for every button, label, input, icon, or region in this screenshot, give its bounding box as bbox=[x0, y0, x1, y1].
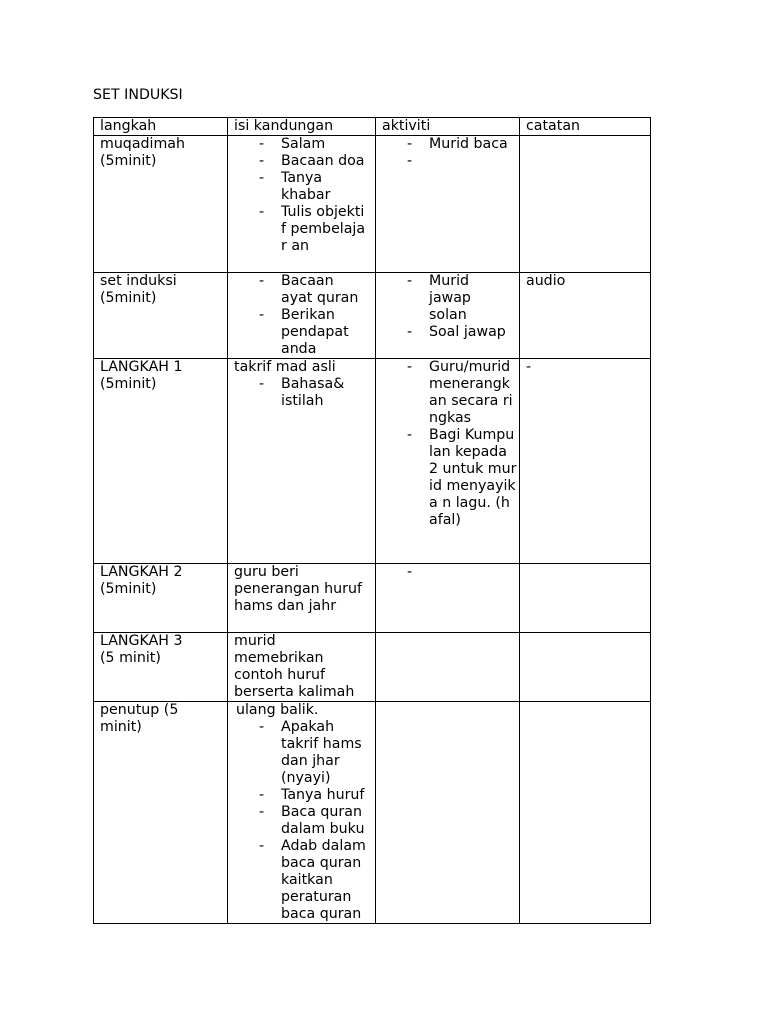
aktiviti-list bbox=[382, 273, 519, 341]
table-row bbox=[94, 359, 651, 564]
langkah-cell bbox=[94, 273, 228, 359]
list-item: - Baca quran dalam buku bbox=[234, 804, 373, 838]
isi-list bbox=[234, 273, 375, 358]
isi-cell bbox=[228, 564, 376, 633]
langkah-name: set induksi bbox=[100, 273, 177, 289]
table-row bbox=[94, 564, 651, 633]
langkah-duration: (5minit) bbox=[100, 153, 157, 169]
langkah-duration: (5 minit) bbox=[100, 650, 161, 666]
list-item: - Soal jawap bbox=[382, 324, 519, 341]
list-item bbox=[382, 564, 519, 581]
aktiviti-cell bbox=[376, 273, 520, 359]
header-catatan: catatan bbox=[520, 118, 651, 136]
isi-cell bbox=[228, 136, 376, 273]
aktiviti-cell bbox=[376, 702, 520, 924]
table-row bbox=[94, 136, 651, 273]
isi-intro: guru beri penerangan huruf hams dan jahr bbox=[234, 564, 362, 614]
list-item: - Bacaan ayat quran bbox=[234, 273, 367, 307]
header-isi-kandungan: isi kandungan bbox=[228, 118, 376, 136]
aktiviti-list bbox=[382, 564, 519, 581]
isi-list bbox=[234, 136, 375, 255]
isi-cell bbox=[228, 273, 376, 359]
aktiviti-cell bbox=[376, 633, 520, 702]
isi-intro: takrif mad asli bbox=[234, 359, 336, 375]
catatan-cell bbox=[520, 136, 651, 273]
langkah-name: LANGKAH 1 bbox=[100, 359, 183, 375]
table-header-row bbox=[94, 118, 651, 136]
lesson-plan-table bbox=[93, 117, 651, 924]
langkah-duration: (5minit) bbox=[100, 376, 157, 392]
list-item: - Salam bbox=[234, 136, 375, 153]
langkah-duration: (5minit) bbox=[100, 290, 157, 306]
isi-list bbox=[234, 376, 375, 410]
langkah-name: LANGKAH 2 bbox=[100, 564, 183, 580]
catatan-cell bbox=[520, 633, 651, 702]
langkah-cell bbox=[94, 702, 228, 924]
table-row bbox=[94, 273, 651, 359]
isi-cell bbox=[228, 359, 376, 564]
document-title: SET INDUKSI bbox=[93, 87, 183, 103]
aktiviti-cell bbox=[376, 359, 520, 564]
list-item bbox=[382, 153, 519, 170]
langkah-name: muqadimah bbox=[100, 136, 185, 152]
isi-cell bbox=[228, 633, 376, 702]
list-item: - Murid jawap solan bbox=[382, 273, 479, 324]
header-langkah: langkah bbox=[94, 118, 228, 136]
catatan-cell: audio bbox=[520, 273, 651, 359]
langkah-cell bbox=[94, 136, 228, 273]
catatan-cell: - bbox=[520, 359, 651, 564]
list-item: - Berikan pendapat anda bbox=[234, 307, 361, 358]
aktiviti-cell bbox=[376, 564, 520, 633]
list-item: - Murid baca bbox=[382, 136, 519, 153]
catatan-cell bbox=[520, 702, 651, 924]
list-item: - Apakah takrif hams dan jhar (nyayi) bbox=[234, 719, 373, 787]
list-item: - Tanya khabar bbox=[234, 170, 336, 204]
header-aktiviti: aktiviti bbox=[376, 118, 520, 136]
langkah-cell bbox=[94, 564, 228, 633]
isi-cell bbox=[228, 702, 376, 924]
list-item: - Adab dalam baca quran kaitkan peraturan baca quran bbox=[234, 838, 375, 923]
aktiviti-list bbox=[382, 359, 519, 529]
catatan-cell bbox=[520, 564, 651, 633]
langkah-cell bbox=[94, 359, 228, 564]
list-item: - Tanya huruf bbox=[234, 787, 375, 804]
isi-list bbox=[234, 719, 375, 923]
isi-intro: ulang balik. bbox=[236, 702, 319, 718]
aktiviti-cell bbox=[376, 136, 520, 273]
list-item: - Bacaan doa bbox=[234, 153, 375, 170]
table-row bbox=[94, 702, 651, 924]
langkah-cell bbox=[94, 633, 228, 702]
langkah-name: penutup (5 minit) bbox=[100, 702, 179, 735]
aktiviti-list bbox=[382, 136, 519, 170]
list-item: - Tulis objektif pembelajar an bbox=[234, 204, 369, 255]
isi-intro: murid memebrikan contoh huruf berserta kalimah bbox=[234, 633, 355, 700]
langkah-duration: (5minit) bbox=[100, 581, 157, 597]
table-row bbox=[94, 633, 651, 702]
list-item: - Guru/murid menerangk an secara ringkas bbox=[382, 359, 517, 427]
list-item: - Bagi Kumpulan kepada 2 untuk murid menyayika n lagu. (hafal) bbox=[382, 427, 517, 529]
list-item: - Bahasa& istilah bbox=[234, 376, 356, 410]
langkah-name: LANGKAH 3 bbox=[100, 633, 183, 649]
